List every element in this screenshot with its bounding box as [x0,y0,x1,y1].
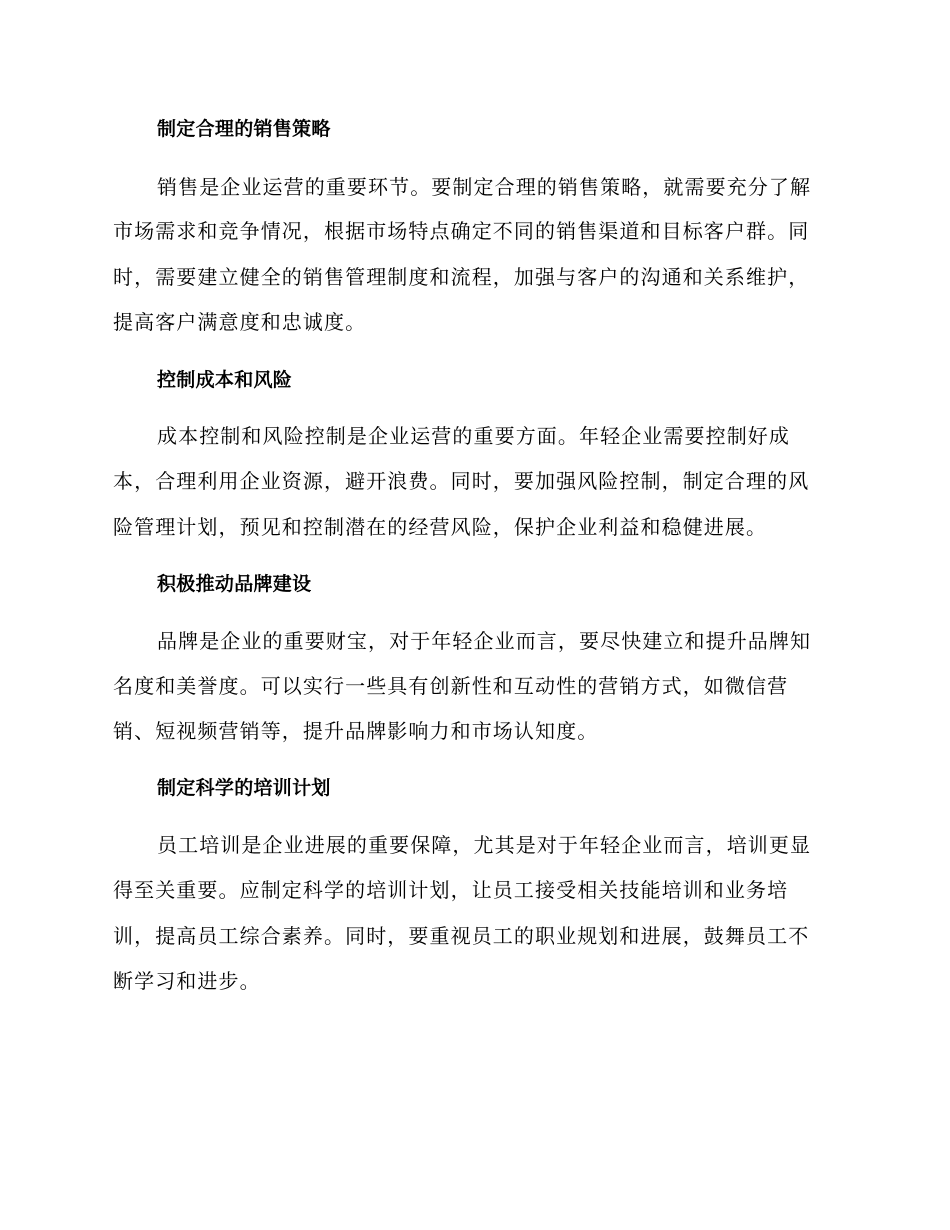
paragraph-line: 断学习和进步。 [113,969,261,993]
section-heading: 制定合理的销售策略 [157,118,331,140]
paragraph-line: 销售是企业运营的重要环节。要制定合理的销售策略，就需要充分了解 [157,175,812,199]
section-heading: 积极推动品牌建设 [157,573,312,595]
section-heading: 控制成本和风险 [157,369,293,391]
paragraph-line: 提高客户满意度和忠诚度。 [113,310,367,334]
paragraph-line: 名度和美誉度。可以实行一些具有创新性和互动性的营销方式，如微信营 [113,674,789,698]
paragraph-line: 得至关重要。应制定科学的培训计划，让员工接受相关技能培训和业务培 [113,878,789,902]
paragraph-line: 险管理计划，预见和控制潜在的经营风险，保护企业利益和稳健进展。 [113,515,768,539]
paragraph-line: 训，提高员工综合素养。同时，要重视员工的职业规划和进展，鼓舞员工不 [113,924,810,948]
paragraph-line: 员工培训是企业进展的重要保障，尤其是对于年轻企业而言，培训更显 [157,833,812,857]
paragraph-line: 时，需要建立健全的销售管理制度和流程，加强与客户的沟通和关系维护， [113,265,810,289]
paragraph-line: 品牌是企业的重要财宝，对于年轻企业而言，要尽快建立和提升品牌知 [157,629,812,653]
paragraph-line: 市场需求和竞争情况，根据市场特点确定不同的销售渠道和目标客户群。同 [113,219,810,243]
paragraph-line: 成本控制和风险控制是企业运营的重要方面。年轻企业需要控制好成 [157,424,790,448]
paragraph-line: 销、短视频营销等，提升品牌影响力和市场认知度。 [113,719,599,743]
section-heading: 制定科学的培训计划 [157,777,331,799]
paragraph-line: 本，合理利用企业资源，避开浪费。同时，要加强风险控制，制定合理的风 [113,469,810,493]
